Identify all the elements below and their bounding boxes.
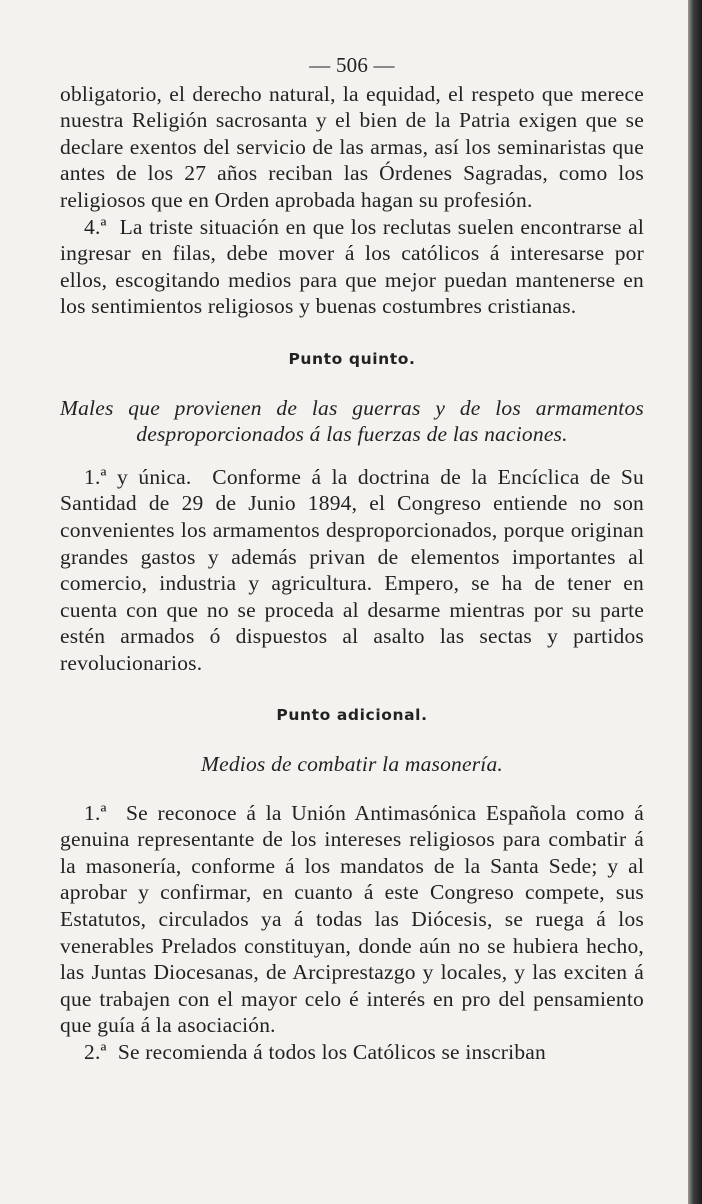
item-number: 1.ª — [84, 800, 107, 825]
page-text — [60, 52, 644, 1066]
paragraph-text: La triste situación en que los reclutas suelen encontrarse al ingresar en filas, debe mover á los católicos á interesarse por ellos, escogitando medios para que mejor puedan mantenerse en los sentimientos religiosos y buenas costumbres cristianas. — [60, 214, 644, 319]
paragraph-item-2 — [60, 1039, 644, 1066]
paragraph-text: Se recomienda á todos los Católicos se inscriban — [117, 1040, 546, 1064]
item-number: 1.ª y única. — [84, 464, 192, 489]
paragraph-text: Se reconoce á la Unión Antimasónica Española como á genuina representante de los intereses religiosos para combatir á la masonería, conforme á los mandatos de la Santa Sede; y al aprobar y confirmar, en cuanto á este Congreso compete, sus Estatutos, circulados ya á todas las Diócesis, se ruega á los venerables Prelados constituyan, donde aún no se hubiera hecho, las Juntas Diocesanas, de Arciprestazgo y locales, y las exciten á que trabajen con el mayor celo é interés en pro del pensamiento que guía á la asociación. — [60, 800, 644, 1038]
paragraph-item-unica — [60, 464, 644, 677]
item-number: 2.ª — [84, 1040, 107, 1064]
book-spine-edge — [688, 0, 702, 1204]
section-subtitle-males: Males que provienen de las guerras y de los armamentos desproporcionados á las fuerzas de las naciones. — [60, 395, 644, 447]
paragraph-continuation — [60, 81, 644, 214]
section-heading-punto-quinto: Punto quinto. — [288, 349, 416, 368]
paragraph-text: Conforme á la doctrina de la Encíclica de Su Santidad de 29 de Junio 1894, el Congreso entiende no son convenientes los armamentos desproporcionados, porque originan grandes gastos y además privan de elementos importantes al comercio, industria y agricultura. Empero, se ha de tener en cuenta con que no se proceda al desarme mientras por su parte estén armados ó dispuestos al asalto las sectas y partidos revolucionarios. — [60, 464, 644, 675]
paragraph-item-4 — [60, 214, 644, 320]
section-heading-punto-adicional: Punto adicional. — [276, 706, 428, 725]
item-number: 4.ª — [84, 214, 107, 239]
section-subtitle-masoneria: Medios de combatir la masonería. — [201, 752, 503, 777]
page-number: — 506 — — [309, 53, 395, 77]
paragraph-text: obligatorio, el derecho natural, la equidad, el respeto que merece nuestra Religión sacrosanta y el bien de la Patria exigen que se declare exentos del servicio de las armas, así los seminaristas que antes de los 27 años reciban las Órdenes Sagradas, como los religiosos que en Orden aprobada hagan su profesión. — [60, 81, 644, 212]
paragraph-item-1 — [60, 800, 644, 1039]
